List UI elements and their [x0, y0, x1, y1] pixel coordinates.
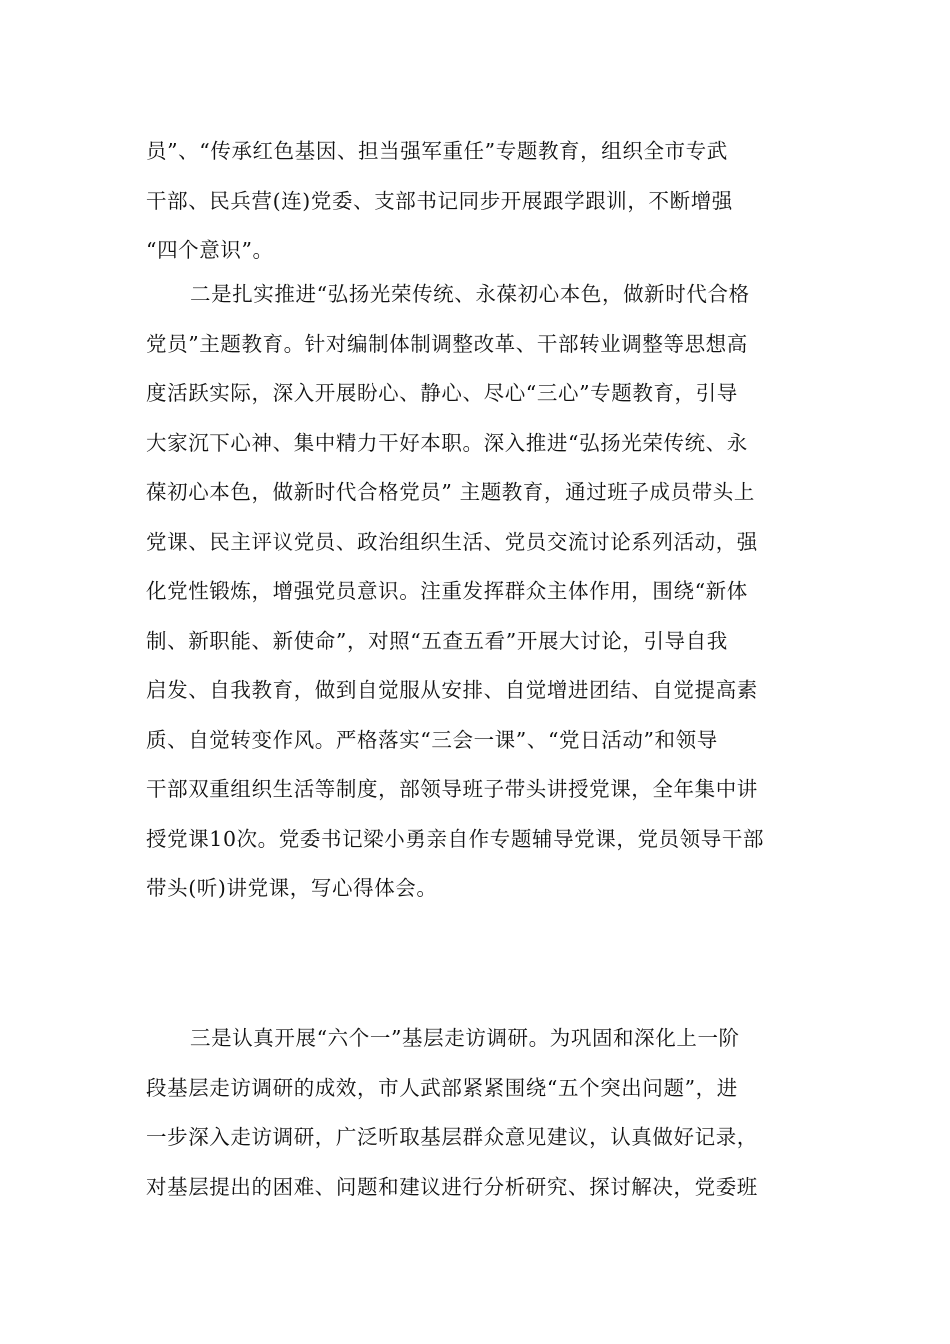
paragraph-three [146, 1014, 811, 1212]
text-line: 二是扎实推进“弘扬光荣传统、永葆初心本色，做新时代合格 [190, 282, 750, 306]
text-line: 对基层提出的困难、问题和建议进行分析研究、探讨解决，党委班 [146, 1174, 758, 1199]
text-line: 段基层走访调研的成效，市人武部紧紧围绕“五个突出问题”，进 [146, 1075, 738, 1100]
text-line: 党员”主题教育。针对编制体制调整改革、干部转业调整等思想高 [146, 331, 748, 356]
text-line: 干部双重组织生活等制度，部领导班子带头讲授党课，全年集中讲 [146, 777, 758, 801]
text-line: 大家沉下心神、集中精力干好本职。深入推进“弘扬光荣传统、永 [146, 430, 748, 455]
text-line: 启发、自我教育，做到自觉服从安排、自觉增进团结、自觉提高素 [146, 678, 758, 702]
text-line: 度活跃实际，深入开展盼心、静心、尽心“三心”专题教育，引导 [146, 381, 738, 405]
text-line: 葆初心本色，做新时代合格党员” 主题教育，通过班子成员带头上 [146, 480, 755, 504]
text-line: 制、新职能、新使命”，对照“五查五看”开展大讨论，引导自我 [146, 628, 728, 653]
text-line: 员”、“传承红色基因、担当强军重任”专题教育，组织全市专武 [146, 139, 728, 163]
text-line: 带头(听)讲党课，写心得体会。 [146, 876, 438, 900]
text-line: 化党性锻炼，增强党员意识。注重发挥群众主体作用，围绕“新体 [146, 579, 748, 603]
paragraph-two [146, 270, 811, 914]
text-line: 三是认真开展“六个一”基层走访调研。为巩固和深化上一阶 [190, 1026, 740, 1050]
text-line: 一步深入走访调研，广泛听取基层群众意见建议，认真做好记录， [146, 1125, 758, 1149]
text-line: 党课、民主评议党员、政治组织生活、党员交流讨论系列活动，强 [146, 529, 758, 554]
text-line: 质、自觉转变作风。严格落实“三会一课”、“党日活动”和领导 [146, 727, 718, 752]
text-line: “四个意识”。 [146, 238, 274, 262]
text-line: 授党课10次。党委书记梁小勇亲自作专题辅导党课，党员领导干部 [146, 826, 765, 851]
paragraph-continuation [146, 127, 811, 276]
text-line: 干部、民兵营(连)党委、支部书记同步开展跟学跟训，不断增强 [146, 188, 733, 213]
